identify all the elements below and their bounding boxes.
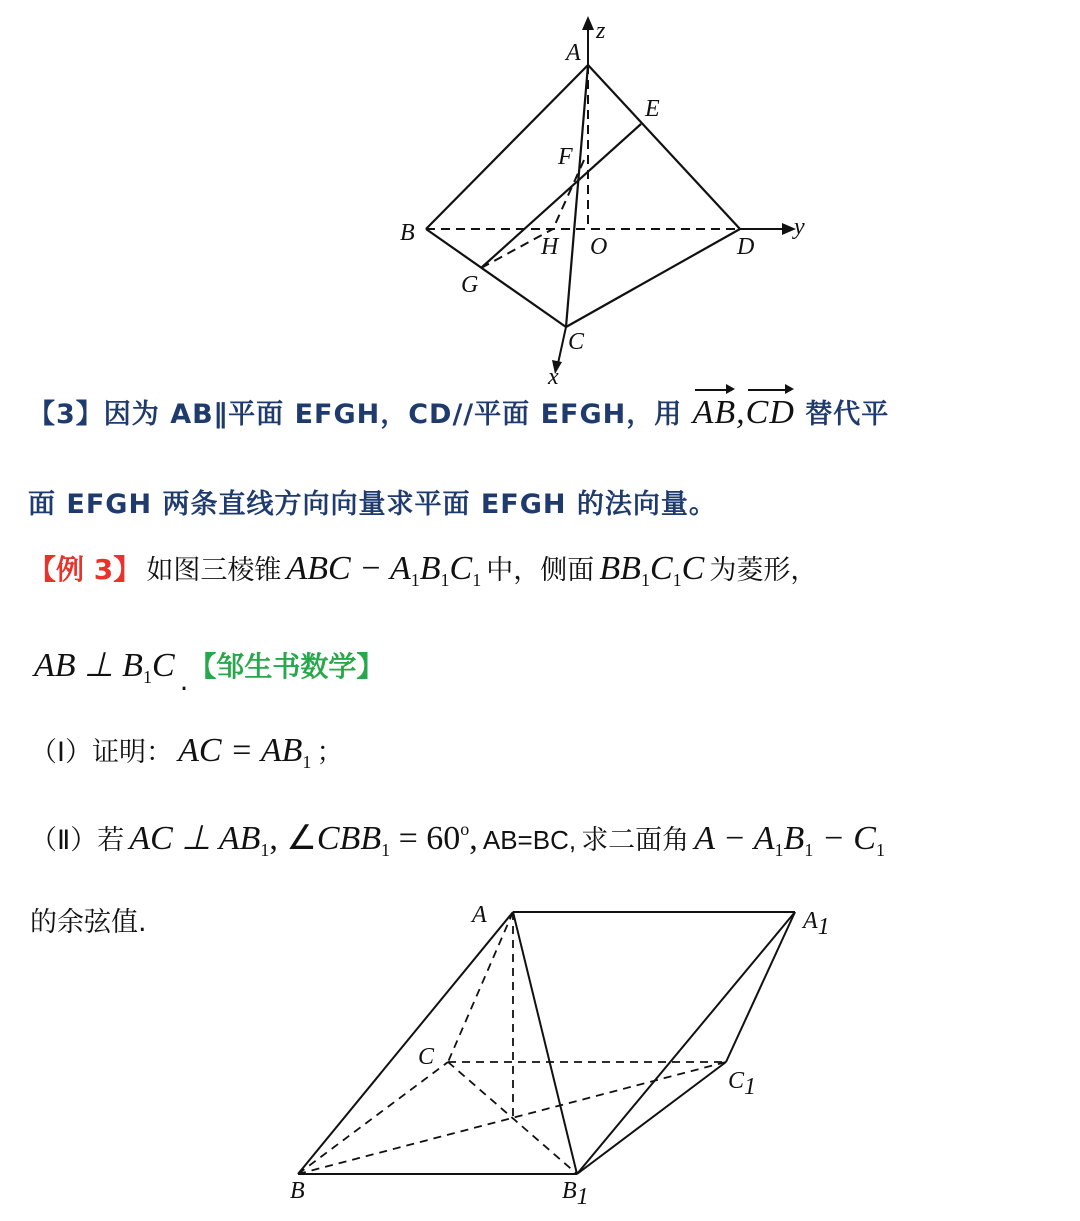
part-1 (30, 730, 343, 773)
vector-comma: , (736, 394, 746, 431)
prism-name: ABC − $A_1B_1C_1$ (286, 550, 482, 590)
label-H: H (541, 234, 559, 260)
example-tag: 【例 3】 (28, 553, 142, 586)
part-2-sep-1: , ∠ (269, 820, 317, 857)
label-z: z (596, 18, 606, 44)
label-A: A (472, 902, 487, 928)
label-x: x (548, 364, 559, 388)
label-G: G (461, 272, 479, 298)
example-end: 为菱形， (709, 555, 818, 586)
label-y: y (794, 214, 805, 240)
edge-A1B1 (577, 912, 795, 1174)
edge-A1C1 (726, 912, 795, 1062)
label-B: B (400, 220, 415, 246)
hint-bracket: 【3】 (28, 399, 104, 430)
label-B: B (290, 1178, 305, 1204)
face-name: $BB_1C_1C$ (599, 550, 705, 590)
condition-period: . (179, 666, 189, 697)
example-line-2 (34, 645, 384, 697)
label-C1: C1 (728, 1068, 757, 1100)
part-2 (30, 818, 885, 861)
example-line-1 (28, 548, 817, 591)
part-1-end: ； (316, 737, 344, 768)
part-2-ask: 求二面角 (581, 825, 690, 856)
label-A: A (566, 40, 581, 66)
label-B1: B1 (562, 1178, 589, 1210)
edge-BC-dashed (298, 1062, 448, 1174)
edge-AC (566, 65, 588, 327)
edge-B1C1 (577, 1062, 726, 1174)
tetrahedron-figure (380, 8, 820, 388)
edge-AC-dashed (448, 912, 513, 1062)
part-1-expr: AC = $AB_1$ (178, 732, 312, 772)
prism-figure (280, 895, 840, 1215)
part-2-label: （Ⅱ）若 (30, 825, 125, 856)
part-2-plain: AB=BC, (482, 825, 577, 855)
part-2-dihedral: $A - A_1B_1 - C_1$ (694, 820, 885, 860)
part-2-line-2: 的余弦值. (30, 907, 147, 938)
vector-CD: CD (746, 386, 795, 432)
label-D: D (737, 234, 755, 260)
hint-line-2: 面 EFGH 两条直线方向向量求平面 EFGH 的法向量。 (28, 489, 717, 520)
label-A1: A1 (803, 908, 830, 940)
edge-AB1 (513, 912, 577, 1174)
part-2-expr-2: $CBB_1$ (316, 820, 391, 860)
part-2-sep-2: , (469, 820, 478, 857)
label-F: F (558, 144, 573, 170)
hint-text-2: 替代平 (805, 399, 890, 430)
part-2-expr-1: AC ⊥ $AB_1$ (129, 820, 270, 860)
part-2-eq: = $60^o$ (390, 819, 470, 857)
label-C: C (568, 329, 585, 355)
hint-line-1 (28, 386, 889, 432)
example-mid: 中，侧面 (486, 555, 595, 586)
example-intro: 如图三棱锥 (146, 555, 282, 586)
hint-text-1: 因为 AB∥平面 EFGH，CD//平面 EFGH，用 (103, 399, 683, 430)
vector-AB: AB (693, 386, 737, 432)
label-C: C (418, 1044, 435, 1070)
source-tag: 【邹生书数学】 (188, 650, 385, 683)
edge-AB (298, 912, 513, 1174)
z-arrow (582, 16, 594, 30)
label-E: E (645, 96, 660, 122)
edge-AD (588, 65, 740, 229)
edge-CB1-dashed (448, 1062, 577, 1174)
condition-expr: AB ⊥ $B_1C$ (34, 647, 175, 687)
label-O: O (590, 234, 608, 260)
part-1-label: （Ⅰ）证明： (30, 737, 173, 768)
